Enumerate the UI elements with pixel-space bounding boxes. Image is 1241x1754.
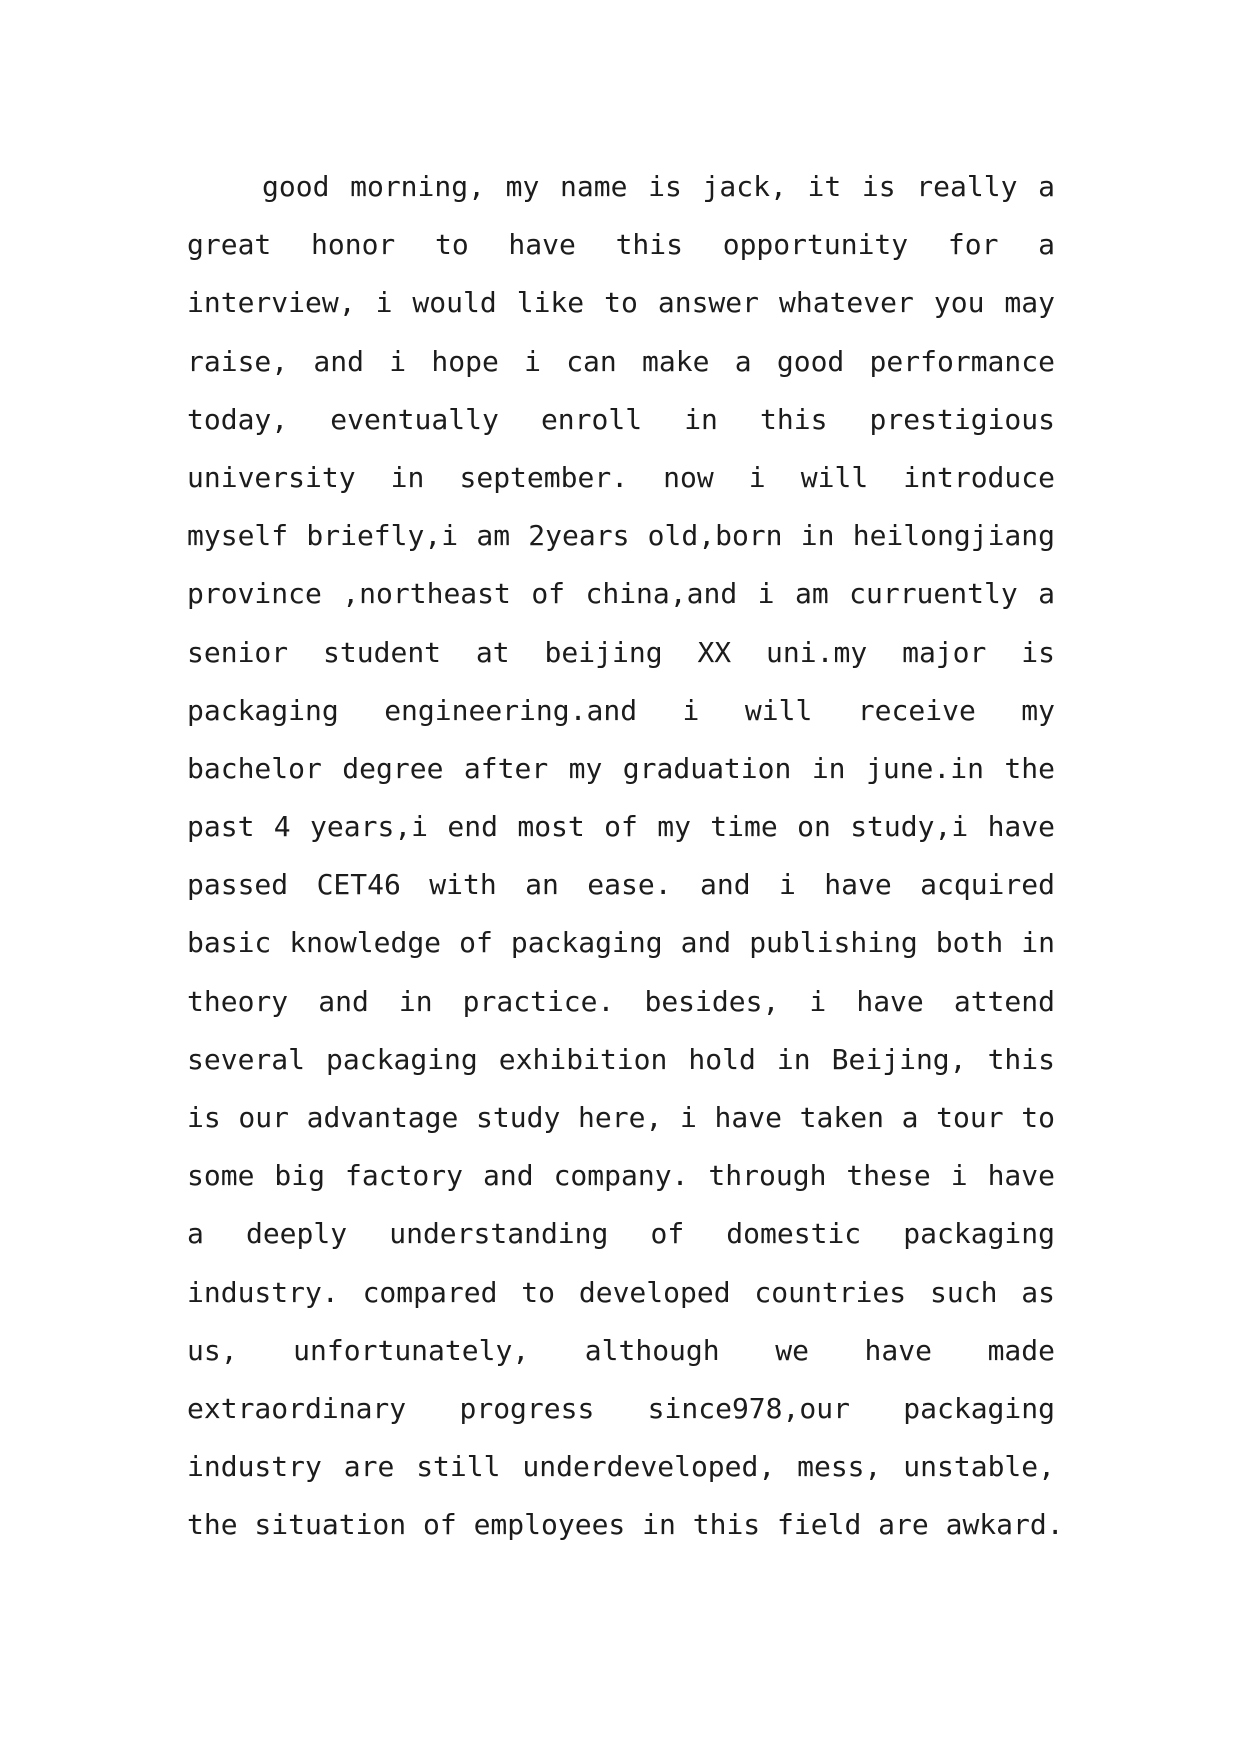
text-line: us, unfortunately, although we have made	[187, 1333, 1055, 1367]
text-line: interview, i would like to answer whatever you may	[187, 286, 1055, 320]
text-line: a deeply understanding of domestic packaging	[187, 1217, 1055, 1251]
text-line: province ,northeast of china,and i am curruently a	[187, 577, 1055, 611]
text-line: some big factory and company. through these i have	[187, 1159, 1055, 1193]
text-line: past 4 years,i end most of my time on study,i have	[187, 810, 1055, 844]
text-line: theory and in practice. besides, i have attend	[187, 984, 1055, 1018]
text-line: raise, and i hope i can make a good performance	[187, 344, 1055, 378]
text-line: myself briefly,i am 2years old,born in heilongjiang	[187, 519, 1055, 553]
text-line: industry. compared to developed countries such as	[187, 1275, 1055, 1309]
text-line: basic knowledge of packaging and publishing both in	[187, 926, 1055, 960]
body-paragraph	[187, 158, 1064, 1555]
text-line: passed CET46 with an ease. and i have acquired	[187, 868, 1055, 902]
text-line: industry are still underdeveloped, mess, unstable,	[187, 1450, 1055, 1484]
text-line: packaging engineering.and i will receive my	[187, 693, 1055, 727]
text-line: several packaging exhibition hold in Beijing, this	[187, 1042, 1055, 1076]
text-line: senior student at beijing XX uni.my major is	[187, 635, 1055, 669]
text-line: bachelor degree after my graduation in june.in the	[187, 751, 1055, 785]
text-line: the situation of employees in this field are awkard.	[187, 1508, 1064, 1542]
text-line: is our advantage study here, i have taken a tour to	[187, 1101, 1055, 1134]
text-line: great honor to have this opportunity for a	[187, 228, 1055, 262]
text-line: extraordinary progress since978,our packaging	[187, 1391, 1055, 1425]
text-line: university in september. now i will introduce	[187, 460, 1055, 494]
text-line: good morning, my name is jack, it is really a	[262, 170, 1055, 203]
text-line: today, eventually enroll in this prestigious	[187, 402, 1055, 436]
